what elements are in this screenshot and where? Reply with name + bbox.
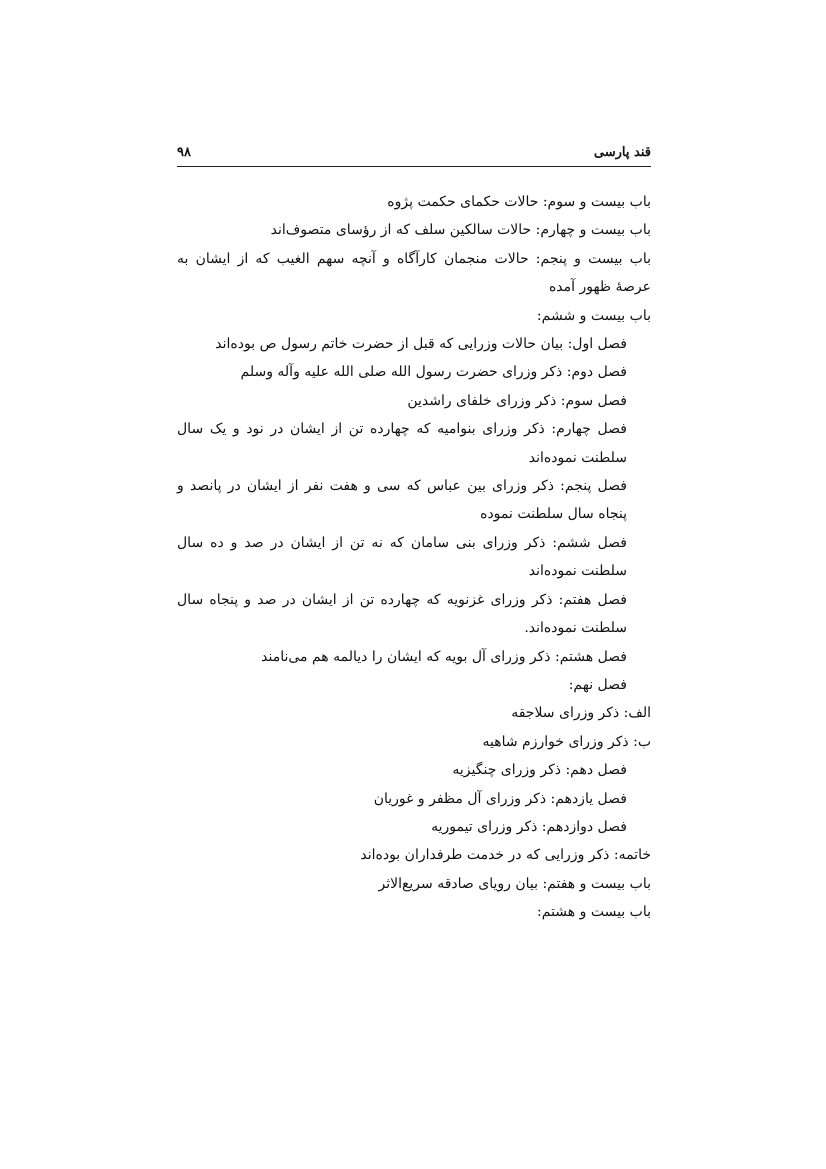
- toc-subentry: فصل ششم: ذکر وزرای بنی سامان که نه تن از ایشان در صد و ده سال سلطنت نموده‌اند: [177, 534, 627, 580]
- toc-entry: الف: ذکر وزرای سلاجقه: [511, 705, 651, 722]
- toc-subentry: فصل دوم: ذکر وزرای حضرت رسول الله صلی الله علیه وآله وسلم: [240, 364, 627, 381]
- toc-entry: باب بیست و هفتم: بیان رویای صادقه سریع‌الاثر: [378, 875, 651, 892]
- toc-subentry: فصل دوازدهم: ذکر وزرای تیموریه: [431, 818, 627, 835]
- toc-subentry: فصل هفتم: ذکر وزرای غزنویه که چهارده تن از ایشان در صد و پنجاه سال سلطنت نموده‌اند.: [177, 591, 627, 637]
- toc-entry: باب بیست و هشتم:: [537, 904, 651, 921]
- header-rule: [177, 166, 651, 167]
- toc-entry: باب بیست و چهارم: حالات سالکین سلف که از رؤسای متصوف‌اند: [270, 222, 651, 239]
- running-title: قند پارسی: [593, 145, 651, 160]
- toc-subentry: فصل یازدهم: ذکر وزرای آل مظفر و غوریان: [373, 790, 627, 807]
- toc-entry: خاتمه: ذکر وزرایی که در خدمت طرفداران بوده‌اند: [360, 847, 651, 864]
- toc-entry: باب بیست و پنجم: حالات منجمان کارآگاه و آنچه سهم الغیب که از ایشان به عرصهٔ ظهور آمده: [177, 250, 651, 296]
- toc-subentry: فصل هشتم: ذکر وزرای آل بویه که ایشان را دیالمه هم می‌نامند: [261, 648, 627, 665]
- toc-subentry: فصل چهارم: ذکر وزرای بنوامیه که چهارده تن از ایشان در نود و یک سال سلطنت نموده‌اند: [177, 421, 627, 466]
- toc-entry: ب: ذکر وزرای خوارزم شاهیه: [482, 733, 651, 750]
- running-header: [177, 143, 651, 165]
- toc-subentry: فصل سوم: ذکر وزرای خلفای راشدین: [407, 392, 627, 409]
- toc-subentry: فصل اول: بیان حالات وزرایی که قبل از حضرت خاتم رسول ص بوده‌اند: [215, 336, 627, 353]
- toc-subentry: فصل دهم: ذکر وزرای چنگیزیه: [452, 762, 627, 779]
- table-of-contents: [177, 188, 651, 927]
- toc-subentry: فصل پنجم: ذکر وزرای بین عباس که سی و هفت نفر از ایشان در پانصد و پنجاه سال سلطنت نموده: [177, 478, 627, 523]
- toc-entry: باب بیست و سوم: حالات حکمای حکمت پژوه: [387, 194, 651, 210]
- page-number: ۹۸: [177, 145, 191, 160]
- toc-entry: باب بیست و ششم:: [536, 307, 651, 324]
- toc-subentry: فصل نهم:: [568, 676, 627, 693]
